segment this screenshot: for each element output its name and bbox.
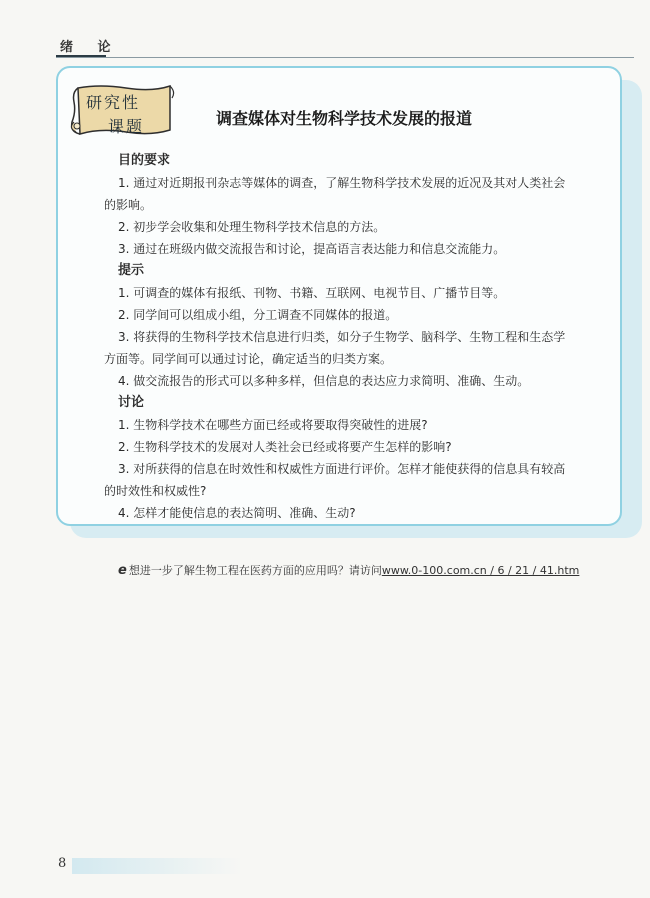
discussion-item: 4. 怎样才能使信息的表达简明、准确、生动? xyxy=(118,506,356,520)
web-resource-line xyxy=(118,562,579,578)
goal-item: 1. 通过对近期报刊杂志等媒体的调查，了解生物科学技术发展的近况及其对人类社会 xyxy=(118,176,566,190)
hint-item-continued: 方面等。同学间可以通过讨论，确定适当的归类方案。 xyxy=(104,352,393,366)
box-title: 调查媒体对生物科学技术发展的报道 xyxy=(216,109,473,128)
goal-item: 3. 通过在班级内做交流报告和讨论，提高语言表达能力和信息交流能力。 xyxy=(118,242,506,256)
hint-item: 2. 同学间可以组成小组，分工调查不同媒体的报道。 xyxy=(118,308,398,322)
header-rule xyxy=(56,57,634,58)
badge-line-1: 研究性 xyxy=(86,93,141,112)
section-heading-goals: 目的要求 xyxy=(118,153,171,168)
section-heading-hints: 提示 xyxy=(118,263,145,278)
badge-line-2: 课题 xyxy=(108,117,145,136)
box-content xyxy=(104,150,604,524)
discussion-item: 2. 生物科学技术的发展对人类社会已经或将要产生怎样的影响? xyxy=(118,440,452,454)
section-heading-discussion: 讨论 xyxy=(118,395,145,410)
discussion-item: 3. 对所获得的信息在时效性和权威性方面进行评价。怎样才能使获得的信息具有较高 xyxy=(118,462,566,476)
chapter-header: 绪 论 xyxy=(60,40,121,55)
hint-item: 1. 可调查的媒体有报纸、刊物、书籍、互联网、电视节目、广播节目等。 xyxy=(118,286,506,300)
discussion-item-continued: 的时效性和权威性? xyxy=(104,484,207,498)
web-e-icon: e xyxy=(118,563,127,578)
web-resource-text: 想进一步了解生物工程在医药方面的应用吗？请访问 xyxy=(128,564,382,577)
hint-item: 4. 做交流报告的形式可以多种多样，但信息的表达应力求简明、准确、生动。 xyxy=(118,374,530,388)
research-topic-badge xyxy=(70,82,176,138)
web-resource-link[interactable]: www.0-100.com.cn / 6 / 21 / 41.htm xyxy=(381,564,580,577)
footer-bar xyxy=(72,858,242,874)
goal-item: 2. 初步学会收集和处理生物科学技术信息的方法。 xyxy=(118,220,386,234)
page-number: 8 xyxy=(58,856,67,871)
goal-item-continued: 的影响。 xyxy=(104,198,153,212)
hint-item: 3. 将获得的生物科学技术信息进行归类，如分子生物学、脑科学、生物工程和生态学 xyxy=(118,330,566,344)
discussion-item: 1. 生物科学技术在哪些方面已经或将要取得突破性的进展? xyxy=(118,418,428,432)
